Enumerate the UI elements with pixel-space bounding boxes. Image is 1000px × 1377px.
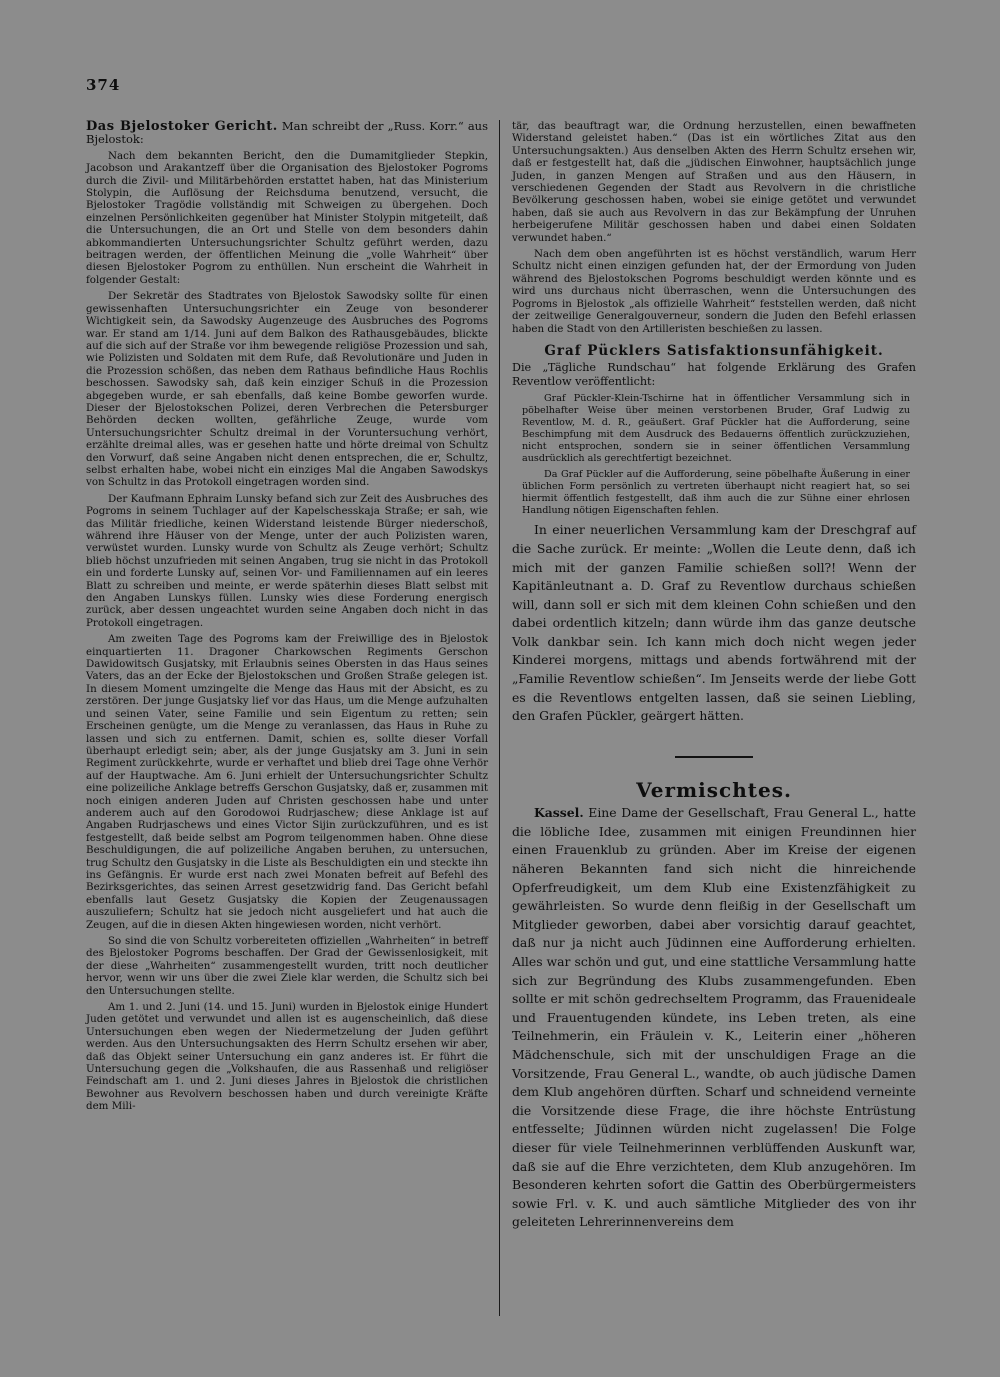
section-intro: Die „Tägliche Rundschau“ hat folgende Erklärung des Grafen Reventlow veröffentlicht: — [512, 361, 916, 389]
column-divider — [499, 120, 500, 1316]
article-heading — [86, 120, 488, 146]
declaration-quote: Graf Pückler-Klein-Tschirne hat in öffentlicher Versammlung sich in pöbelhafter Weise über meinen verstorbenen Bruder, Graf Ludwig zu Reventlow, M. d. R., geäußert. Graf Pückler hat die Aufforderung, seine Beschimpfung mit dem Ausdruck des Bedauerns öffentlich zurückzuziehen, nicht entsprochen, sondern sie in seiner öffentlichen Versammlung ausdrücklich als gerechtfertigt bezeichnet. — [522, 393, 910, 465]
miscellany-text: Eine Dame der Gesellschaft, Frau General L., hatte die löbliche Idee, zusammen mit einigen Freundinnen hier einen Frauenklub zu gründen. Aber im Kreise der eigenen näheren Bekannten fand sich nicht die hinreichende Opferfreudigkeit, um dem Klub eine Existenzfähigkeit zu gewährleisten. So wurde denn fleißig in der Gesellschaft um Mitglieder geworben, dabei aber vorsichtig darauf geachtet, daß nur ja nicht auch Jüdinnen eine Aufforderung erhielten. Alles war schön und gut, und eine stattliche Versammlung hatte sich zur Begründung des Klubs zusammengefunden. Eben sollte er mit schön gedrechseltem Programm, das Frauenideale und Frauentugenden kündete, ins Leben treten, als eine Teilnehmerin, ein Fräulein v. K., Leiterin einer „höheren Mädchenschule, sich mit der unschuldigen Frage an die Vorsitzende, Frau General L., wandte, ob auch jüdische Damen dem Klub angehören dürften. Scharf und schneidend verneinte die Vorsitzende diese Frage, die ihre höchste Entrüstung entfesselte; Jüdinnen würden nicht zugelassen! Die Folge dieser für viele Teilnehmerinnen verblüffenden Auskunft war, daß sie auf die Ehre verzichteten, dem Klub anzugehören. Im Besonderen kehrten sofort die Gattin des Oberbürgermeisters sowie Frl. v. K. und auch sämtliche Mitglieder des von ihr geleiteten Lehrerinnenvereins dem — [512, 805, 916, 1230]
paragraph: Der Kaufmann Ephraim Lunsky befand sich zur Zeit des Ausbruches des Pogroms in seinem Tuchlager auf der Kapelschesskaja Straße; er sah, wie das Militär friedliche, keinen Widerstand leistende Bürger niederschoß, während ihre Häuser von der Menge, unter der auch Polizisten waren, verwüstet wurden. Lunsky wurde von Schultz als Zeuge verhört; Schultz blieb höchst unzufrieden mit seinen Angaben, trug sie nicht in das Protokoll ein und forderte Lunsky auf, seinen Vor- und Familiennamen auf ein leeres Blatt zu schreiben und meinte, er werde späterhin dieses Blatt selbst mit den Angaben Lunskys füllen. Lunsky wies diese Forderung energisch zurück, aber dessen ungeachtet wurden seine Angaben doch nicht in das Protokoll eingetragen. — [86, 492, 488, 629]
page-number: 374 — [86, 76, 121, 94]
paragraph: Nach dem bekannten Bericht, den die Dumamitglieder Stepkin, Jacobson und Arakantzeff über die Organisation des Bjelostoker Pogroms durch die Zivil- und Militärbehörden erstattet haben, hat das Ministerium Stolypin, die Auflösung der Reichsduma benutzend, versucht, die Bjelostoker Tragödie vollständig mit Schweigen zu übergehen. Doch einzelnen Persönlichkeiten gegenüber hat Minister Stolypin mitgeteilt, daß die Untersuchungen, die an Ort und Stelle von dem besonders dahin abkommandierten Untersuchungsrichter Schultz geführt werden, dazu beitragen werden, der öffentlichen Meinung die „volle Wahrheit“ über diesen Bjelostoker Pogrom zu enthüllen. Nun erscheint die Wahrheit in folgender Gestalt: — [86, 149, 488, 286]
paragraph: In einer neuerlichen Versammlung kam der Dreschgraf auf die Sache zurück. Er meinte: „Wollen die Leute denn, daß ich mich mit der ganzen Familie schießen soll?! Wenn der Kapitänleutnant a. D. Graf zu Reventlow durchaus schießen will, dann soll er sich mit dem kleinen Cohn schießen und den dabei ordentlich kitzeln; dann würde ihm das ganze deutsche Volk dankbar sein. Ich kann mich doch nicht wegen jeder Kinderei morgens, mittags und abends fortwährend mit der „Familie Reventlow schießen“. Im Jenseits werde der liebe Gott es die Reventlows entgelten lassen, daß sie seinen Liebling, den Grafen Pückler, geärgert hätten. — [512, 522, 916, 724]
dateline: Kassel. — [534, 805, 584, 821]
miscellany-title: Vermischtes. — [636, 777, 792, 802]
paragraph: Nach dem oben angeführten ist es höchst verständlich, warum Herr Schultz nicht einen einzigen gefunden hat, der der Ermordung von Juden während des Bjelostokschen Pogroms beschuldigt werden könnte und es wird uns durchaus nicht überraschen, wenn die Untersuchungen des Pogroms in Bjelostok „als offizielle Wahrheit“ feststellen werden, daß nicht der zeitweilige Generalgouverneur, sondern die Juden den Befehl erlassen haben die Stadt von den Artilleristen beschießen zu lassen. — [512, 248, 916, 335]
article-headline: Das Bjelostoker Gericht. — [86, 119, 278, 134]
paragraph: Am zweiten Tage des Pogroms kam der Freiwillige des in Bjelostok einquartierten 11. Dragoner Charkowschen Regiments Gerschon Dawidowitsch Gusjatsky, mit Erlaubnis seines Obersten in das Haus seines Vaters, das an der Ecke der Bjelostokschen und Großen Straße gelegen ist. In diesem Moment umzingelte die Menge das Haus mit der Absicht, es zu zerstören. Der junge Gusjatsky lief vor das Haus, um die Menge aufzuhalten und seinen Vater, seine Familie und sein Eigentum zu retten; sein Erscheinen genügte, um die Menge zu veranlassen, das Haus in Ruhe zu lassen und sich zu entfernen. Damit, schien es, sollte dieser Vorfall überhaupt erledigt sein; aber, als der junge Gusjatsky am 3. Juni in sein Regiment zurückkehrte, wurde er verhaftet und blieb drei Tage ohne Verhör auf der Hauptwache. Am 6. Juni erhielt der Untersuchungsrichter Schultz eine polizeiliche Anklage betreffs Gerschon Gusjatsky, daß er, zusammen mit noch einigen anderen Juden auf Christen geschossen habe und unter anderem auch auf den Gorodowoi Rudrjaschew; diese Anklage ist auf Angaben Rudrjaschews und eines Victor Sijin zurückzuführen, und es ist festgestellt, daß beide selbst am Pogrom teilgenommen haben. Ohne diese Beschuldigungen, die auf polizeiliche Angaben beruhen, zu untersuchen, trug Schultz den Gusjatsky in die Liste als Beschuldigten ein und steckte ihn ins Gefängnis. Er wurde erst nach zwei Monaten befreit auf Befehl des Bezirksgerichtes, das seinen Arrest gesetzwidrig fand. Das Gericht befahl ebenfalls laut Gesetz Gusjatsky die Kopien der Zeugenaussagen auszuliefern; Schultz hat sie jedoch nicht ausgeliefert und hat auch die Zeugen, auf die in diesen Akten hingewiesen worden, nicht verhört. — [86, 633, 489, 931]
right-column — [512, 120, 916, 1236]
paragraph: tär, das beauftragt war, die Ordnung herzustellen, einen bewaffneten Widerstand geleistet haben.“ (Das ist ein wörtliches Zitat aus den Untersuchungsakten.) Aus denselben Akten des Herrn Schultz ersehen wir, daß er festgestellt hat, daß die „jüdischen Einwohner, hauptsächlich junge Juden, in ganzen Mengen auf Straßen und aus den Häusern, in verschiedenen Gegenden der Stadt aus Revolvern in die christliche Bevölkerung geschossen haben, wobei sie einige getötet und verwundet haben, daß sie auch aus Revolvern in das zur Bekämpfung der Unruhen herbeigerufene Militär geschossen haben und dabei einen Soldaten verwundet haben.“ — [512, 120, 916, 244]
section-title: Graf Pücklers Satisfaktionsunfähigkeit. — [544, 342, 884, 359]
paragraph: So sind die von Schultz vorbereiteten offiziellen „Wahrheiten“ in betreff des Bjelostoker Pogroms beschaffen. Der Grad der Gewissenlosigkeit, mit der diese „Wahrheiten“ zusammengestellt wurden, tritt noch deutlicher hervor, wenn wir uns über die zwei Ziele klar werden, die Schultz sich bei den Untersuchungen stellte. — [86, 935, 488, 997]
left-column — [86, 120, 488, 1117]
article-headline-rest: Man schreibt der „Russ. Korr.“ aus Bjelostok: — [86, 119, 488, 147]
section-rule — [675, 756, 753, 758]
paragraph: Am 1. und 2. Juni (14. und 15. Juni) wurden in Bjelostok einige Hundert Juden getötet und verwundet und allen ist es augenscheinlich, daß diese Untersuchungen eben wegen der Niedermetzelung der Juden geführt werden. Aus den Untersuchungsakten des Herrn Schultz ersehen wir aber, daß das Objekt seiner Untersuchung ein ganz anderes ist. Er führt die Untersuchung gegen die „Volkshaufen, die aus Rassenhaß und religiöser Feindschaft am 1. und 2. Juni dieses Jahres in Bjelostok die christlichen Bewohner aus Revolvern beschossen haben und durch vereinigte Kräfte dem Mili- — [86, 1001, 488, 1113]
miscellany-paragraph — [512, 804, 916, 1232]
paragraph: Der Sekretär des Stadtrates von Bjelostok Sawodsky sollte für einen gewissenhaften Untersuchungsrichter ein Zeuge von besonderer Wichtigkeit sein, da Sawodsky Augenzeuge des Ausbruches des Pogroms war. Er stand am 1/14. Juni auf dem Balkon des Rathausgebäudes, blickte auf die sich auf der Straße vor ihm bewegende religiöse Prozession und sah, wie Polizisten und Soldaten mit dem Rufe, daß Revolutionäre und Juden in die Prozession schößen, das neben dem Rathaus befindliche Haus Rochlis beschossen. Sawodsky sah, daß kein einziger Schuß in die Prozession abgegeben wurde, er sah ebenfalls, daß keine Bombe geworfen wurde. Dieser der Bjelostokschen Polizei, deren Verbrechen die Petersburger Behörden decken wollten, gefährliche Zeuge, wurde vom Untersuchungsrichter Schultz dreimal in der Voruntersuchung verhört, erzählte dreimal alles, was er gesehen hatte und hörte dreimal von Schultz den Vorwurf, daß seine Angaben nicht denen entsprechen, die er, Schultz, selbst erhalten habe, wobei nicht ein einziges Mal die Angaben Sawodskys von Schultz in das Protokoll eingetragen worden sind. — [86, 290, 488, 489]
declaration-quote: Da Graf Pückler auf die Aufforderung, seine pöbelhafte Äußerung in einer üblichen Form persönlich zu vertreten überhaupt nicht reagiert hat, so sei hiermit öffentlich festgestellt, daß ihm auch die zur Sühne einer ehrlosen Handlung nötigen Eigenschaften fehlen. — [522, 469, 910, 517]
